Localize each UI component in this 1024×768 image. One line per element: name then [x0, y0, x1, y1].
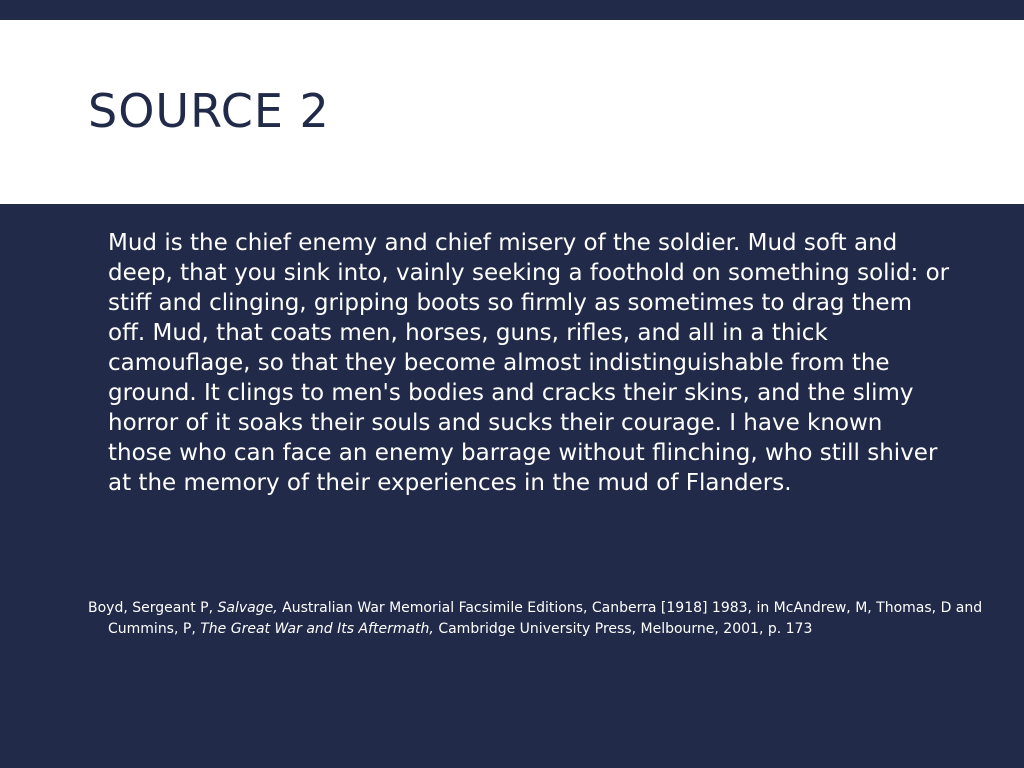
- top-bar: [0, 0, 1024, 20]
- citation-part-2: Australian War Memorial Facsimile Editions, Canberra [1918] 1983, in McAndrew, M, Thomas, D and Cummins, P,: [108, 600, 983, 637]
- citation: [88, 598, 988, 640]
- citation-title-great-war: The Great War and Its Aftermath,: [200, 621, 434, 637]
- title-band: [0, 20, 1024, 204]
- citation-title-salvage: Salvage,: [217, 600, 278, 616]
- citation-part-1: Boyd, Sergeant P,: [88, 600, 218, 616]
- slide-title: SOURCE 2: [88, 84, 330, 138]
- source-quote: Mud is the chief enemy and chief misery of the soldier. Mud soft and deep, that you sink into, vainly seeking a foothold on something solid: or stiff and clinging, gripping boots so firmly as sometimes to drag them off. Mud, that coats men, horses, guns, rifles, and all in a thick camouflage, so that they become almost indistinguishable from the ground. It clings to men's bodies and cracks their skins, and the slimy horror of it soaks their souls and sucks their courage. I have known those who can face an enemy barrage without flinching, who still shiver at the memory of their experiences in the mud of Flanders.: [108, 230, 950, 496]
- citation-part-3: Cambridge University Press, Melbourne, 2001, p. 173: [433, 621, 813, 637]
- content-area: [0, 204, 1024, 768]
